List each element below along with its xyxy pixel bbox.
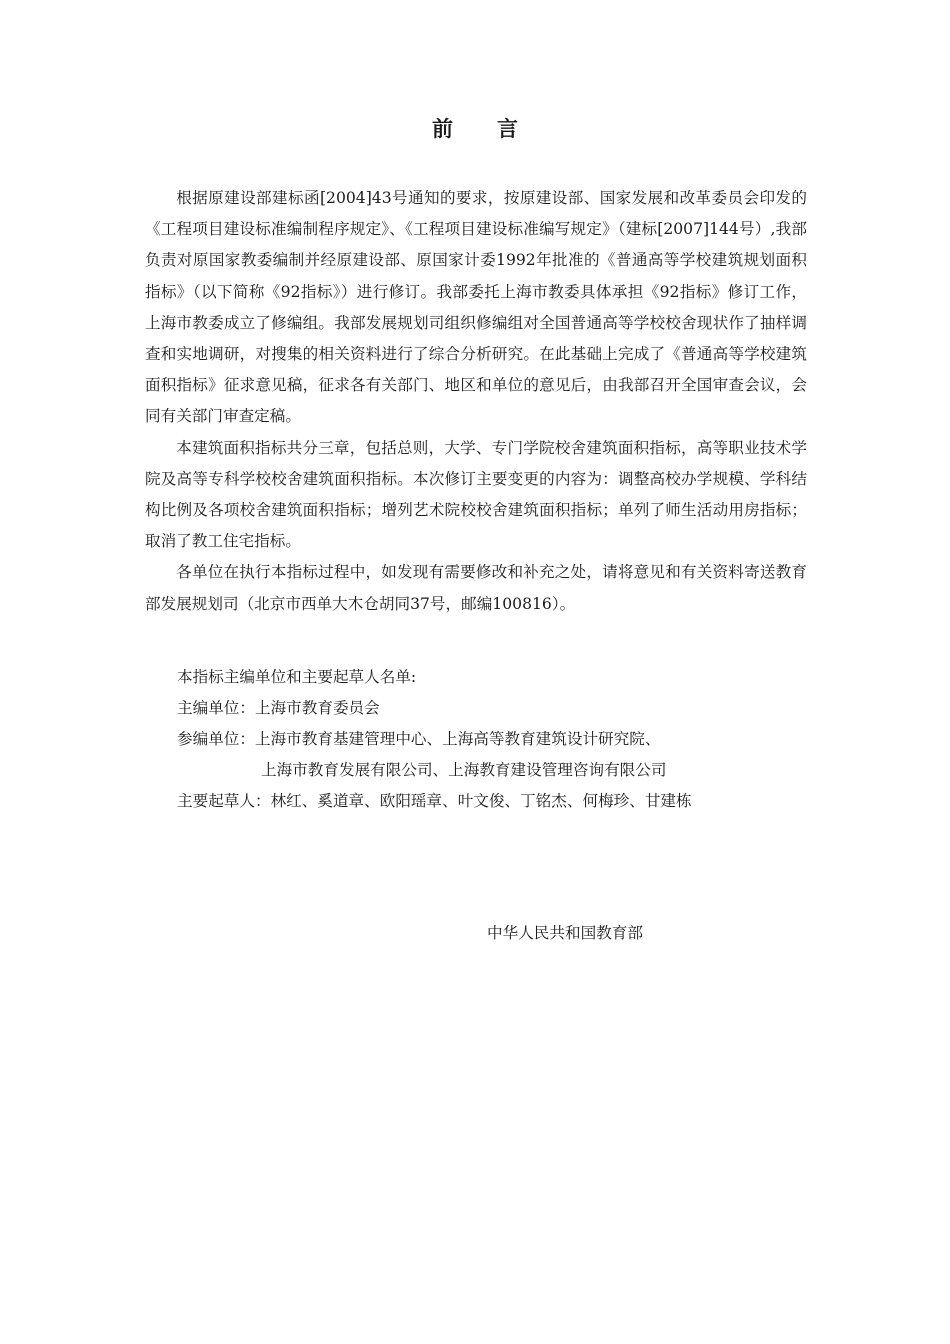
paragraph-feedback-request: 各单位在执行本指标过程中，如发现有需要修改和补充之处，请将意见和有关资料寄送教育部发展规划司（北京市西单大木仓胡同37号，邮编100816）。: [145, 563, 807, 613]
editorial-staff-list: [177, 662, 777, 817]
staff-intro: 本指标主编单位和主要起草人名单:: [177, 668, 417, 686]
paragraph-revision-background: 根据原建设部建标函[2004]43号通知的要求，按原建设部、国家发展和改革委员会印发的《工程项目建设标准编制程序规定》、《工程项目建设标准编写规定》（建标[2007]144号）,我部负责对原国家教委编制并经原建设部、原国家计委1992年批准的《普通高等学校建筑规划面积指标》（以下简称《92指标》）进行修订。我部委托上海市教委具体承担《92指标》修订工作，上海市教委成立了修编组。我部发展规划司组织修编组对全国普通高等学校校舍现状作了抽样调查和实地调研，对搜集的相关资料进行了综合分析研究。在此基础上完成了《普通高等学校建筑面积指标》征求意见稿，征求各有关部门、地区和单位的意见后，由我部召开全国审查会议，会同有关部门审查定稿。: [145, 189, 807, 426]
participating-units-continued: 上海市教育发展有限公司、上海教育建设管理咨询有限公司: [261, 761, 667, 779]
chief-unit: 主编单位：上海市教育委员会: [177, 699, 380, 717]
main-drafters: 主要起草人：林红、奚道章、欧阳瑶章、叶文俊、丁铭杰、何梅珍、甘建栋: [177, 792, 692, 810]
paragraph-content-summary: 本建筑面积指标共分三章，包括总则，大学、专门学院校舍建筑面积指标，高等职业技术学院及高等专科学校校舍建筑面积指标。本次修订主要变更的内容为：调整高校办学规模、学科结构比例及各项校舍建筑面积指标；增列艺术院校校舍建筑面积指标；单列了师生活动用房指标；取消了教工住宅指标。: [145, 438, 807, 551]
participating-units: 参编单位：上海市教育基建管理中心、上海高等教育建筑设计研究院、: [177, 730, 661, 748]
issuing-authority-signature: 中华人民共和国教育部: [487, 924, 643, 942]
page-title: 前言: [432, 117, 562, 141]
preface-body: [145, 183, 807, 620]
